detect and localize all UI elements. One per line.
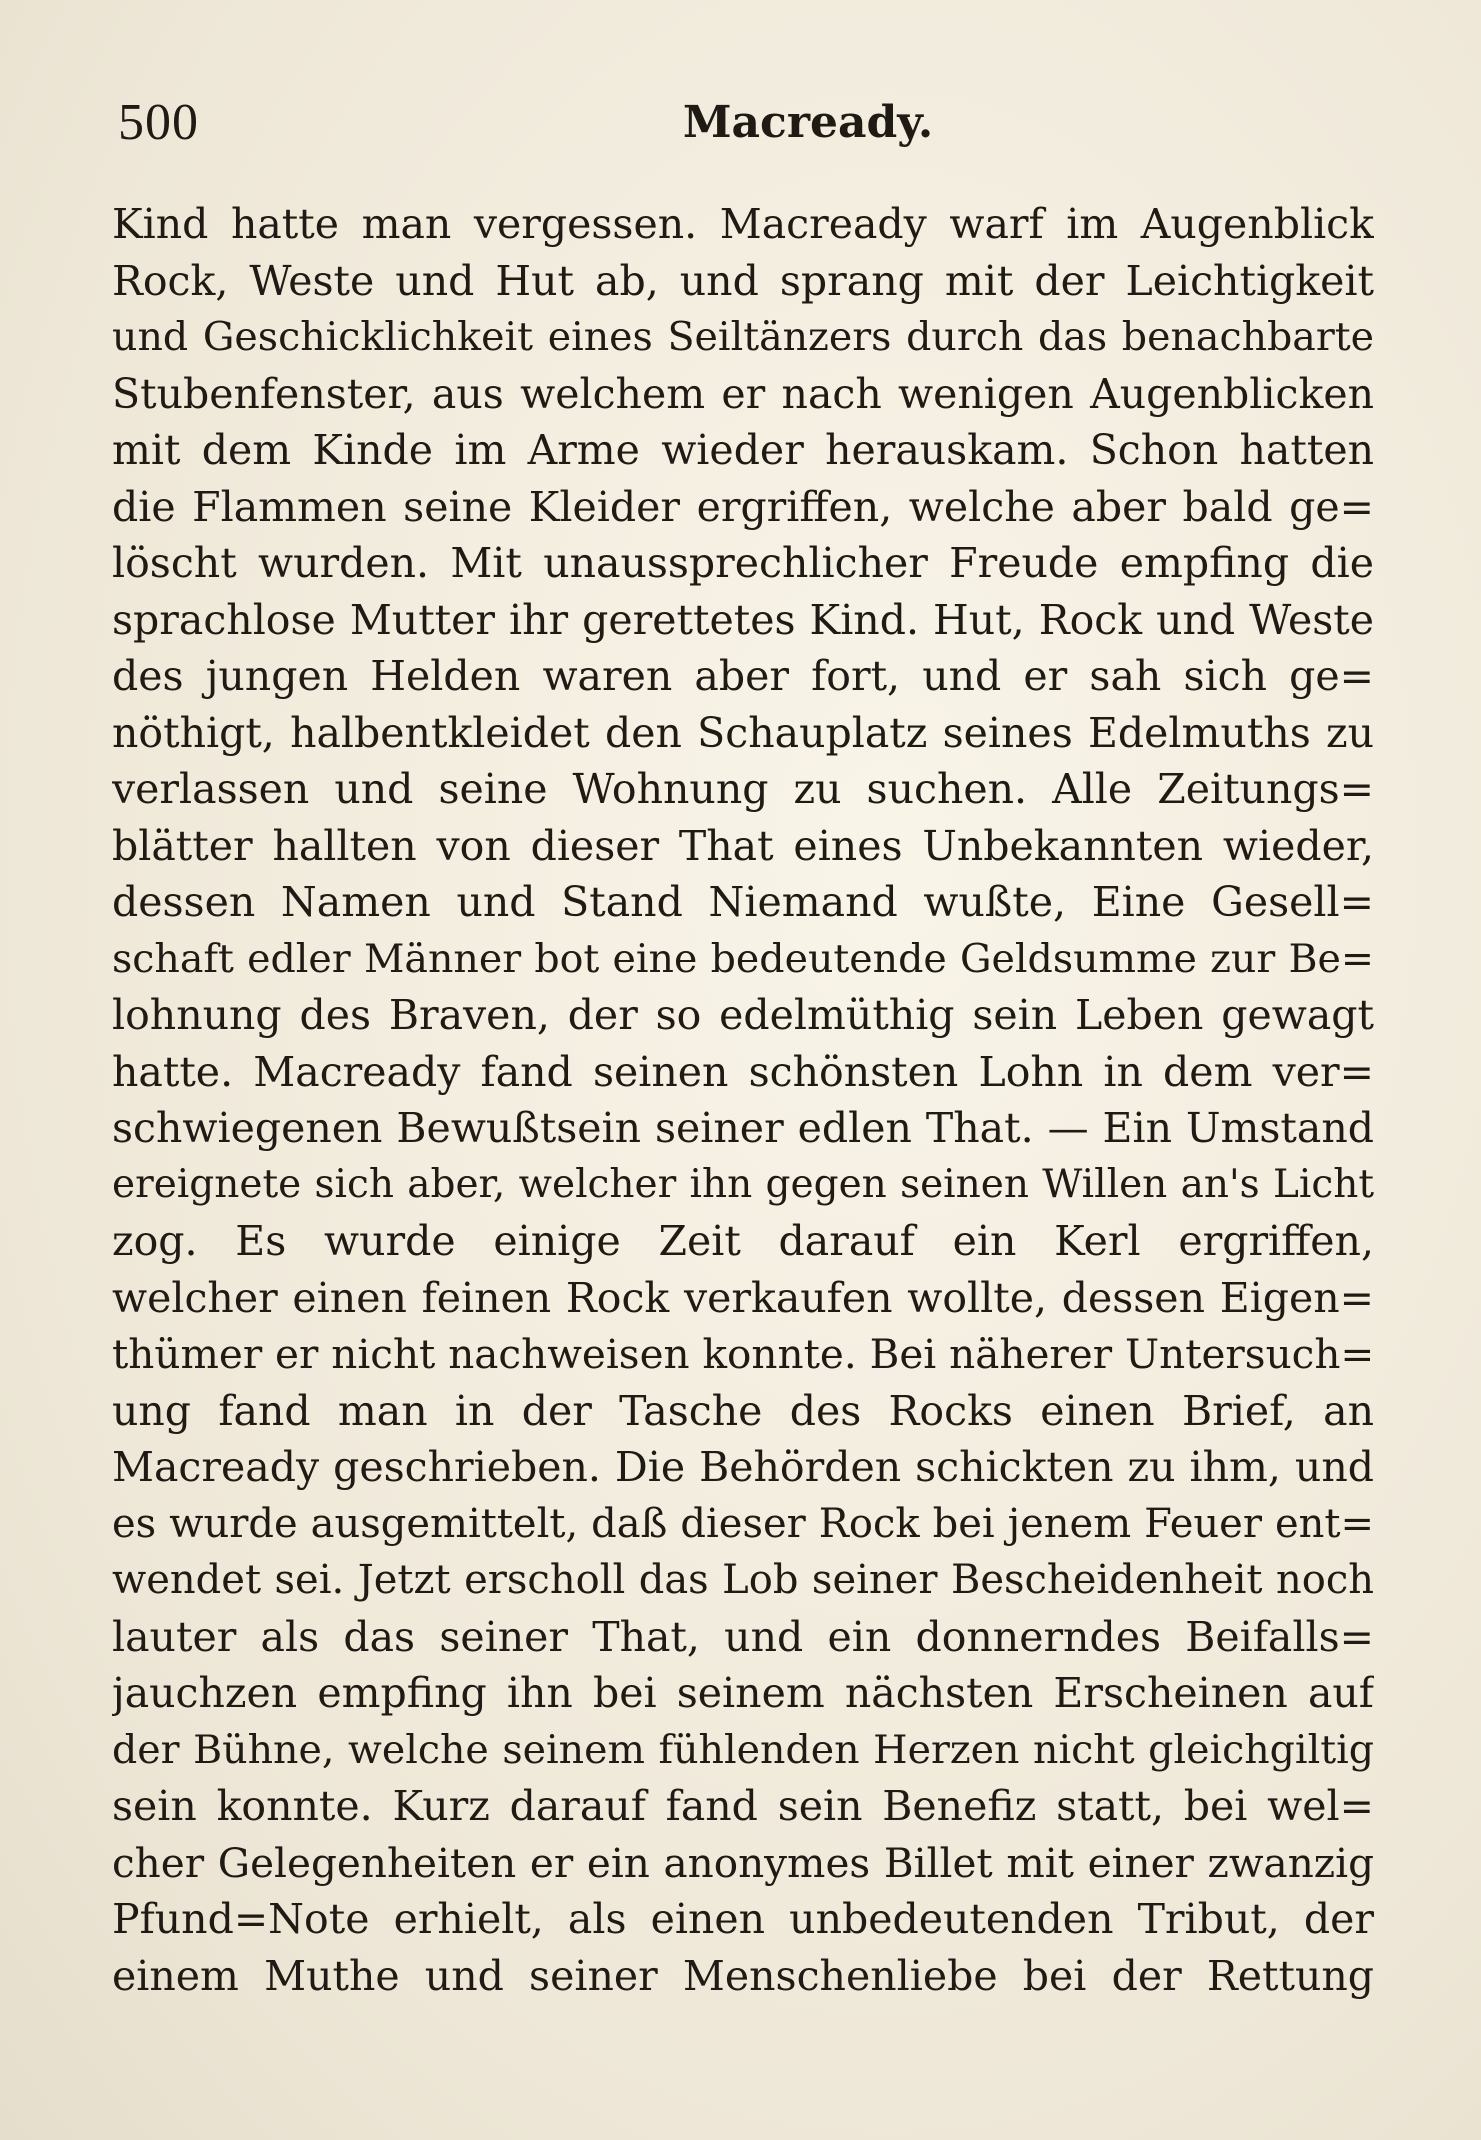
- text-line: Stubenfenster, aus welchem er nach wenigen Augenblicken: [112, 369, 1374, 418]
- text-line: lauter als das seiner That, und ein donnerndes Beifalls=: [112, 1612, 1374, 1661]
- text-line: blätter hallten von dieser That eines Unbekannten wieder,: [112, 821, 1374, 870]
- text-line: lohnung des Braven, der so edelmüthig sein Leben gewagt: [112, 991, 1374, 1039]
- text-line: dessen Namen und Stand Niemand wußte, Eine Gesell=: [112, 878, 1374, 926]
- text-line: zog. Es wurde einige Zeit darauf ein Kerl ergriffen,: [112, 1217, 1374, 1265]
- text-line: jauchzen empfing ihn bei seinem nächsten Erscheinen auf: [112, 1669, 1374, 1717]
- text-line: und Geschicklichkeit eines Seiltänzers durch das benachbarte: [112, 314, 1374, 360]
- text-line: Macready geschrieben. Die Behörden schickten zu ihm, und: [112, 1443, 1374, 1491]
- text-line: Pfund=Note erhielt, als einen unbedeutenden Tribut, der: [112, 1895, 1374, 1943]
- text-line: hatte. Macready fand seinen schönsten Lohn in dem ver=: [112, 1047, 1374, 1096]
- page-number: 500: [118, 94, 199, 151]
- text-line: es wurde ausgemittelt, daß dieser Rock bei jenem Feuer ent=: [112, 1500, 1374, 1547]
- text-line: schwiegenen Bewußtsein seiner edlen That. — Ein Umstand: [112, 1104, 1374, 1152]
- text-line: mit dem Kinde im Arme wieder herauskam. Schon hatten: [112, 426, 1374, 474]
- text-line: wendet sei. Jetzt erscholl das Lob seiner Bescheidenheit noch: [112, 1557, 1374, 1603]
- text-line: der Bühne, welche seinem fühlenden Herzen nicht gleichgiltig: [112, 1726, 1374, 1773]
- text-line: verlassen und seine Wohnung zu suchen. Alle Zeitungs=: [112, 765, 1374, 813]
- body-text: [112, 196, 1374, 2004]
- text-line: des jungen Helden waren aber fort, und er sah sich ge=: [112, 652, 1374, 700]
- text-line: thümer er nicht nachweisen konnte. Bei näherer Untersuch=: [112, 1330, 1374, 1378]
- text-line: Kind hatte man vergessen. Macready warf im Augenblick: [112, 200, 1374, 248]
- text-line: schaft edler Männer bot eine bedeutende Geldsumme zur Be=: [112, 935, 1374, 982]
- running-head: Macready.: [682, 97, 934, 148]
- text-line: einem Muthe und seiner Menschenliebe bei der Rettung: [112, 1951, 1374, 2000]
- text-line: sprachlose Mutter ihr gerettetes Kind. Hut, Rock und Weste: [112, 595, 1374, 644]
- text-line: ereignete sich aber, welcher ihn gegen seinen Willen an's Licht: [112, 1161, 1374, 1207]
- text-line: nöthigt, halbentkleidet den Schauplatz seines Edelmuths zu: [112, 708, 1374, 757]
- text-line: cher Gelegenheiten er ein anonymes Billet mit einer zwanzig: [112, 1838, 1374, 1887]
- text-line: löscht wurden. Mit unaussprechlicher Freude empfing die: [112, 539, 1374, 587]
- text-line: die Flammen seine Kleider ergriffen, welche aber bald ge=: [112, 482, 1374, 531]
- text-line: ung fand man in der Tasche des Rocks einen Brief, an: [112, 1386, 1374, 1435]
- text-line: sein konnte. Kurz darauf fand sein Benefiz statt, bei wel=: [112, 1782, 1374, 1830]
- text-line: welcher einen feinen Rock verkaufen wollte, dessen Eigen=: [112, 1273, 1374, 1322]
- page-header: [118, 88, 1378, 158]
- text-line: Rock, Weste und Hut ab, und sprang mit der Leichtigkeit: [112, 256, 1374, 305]
